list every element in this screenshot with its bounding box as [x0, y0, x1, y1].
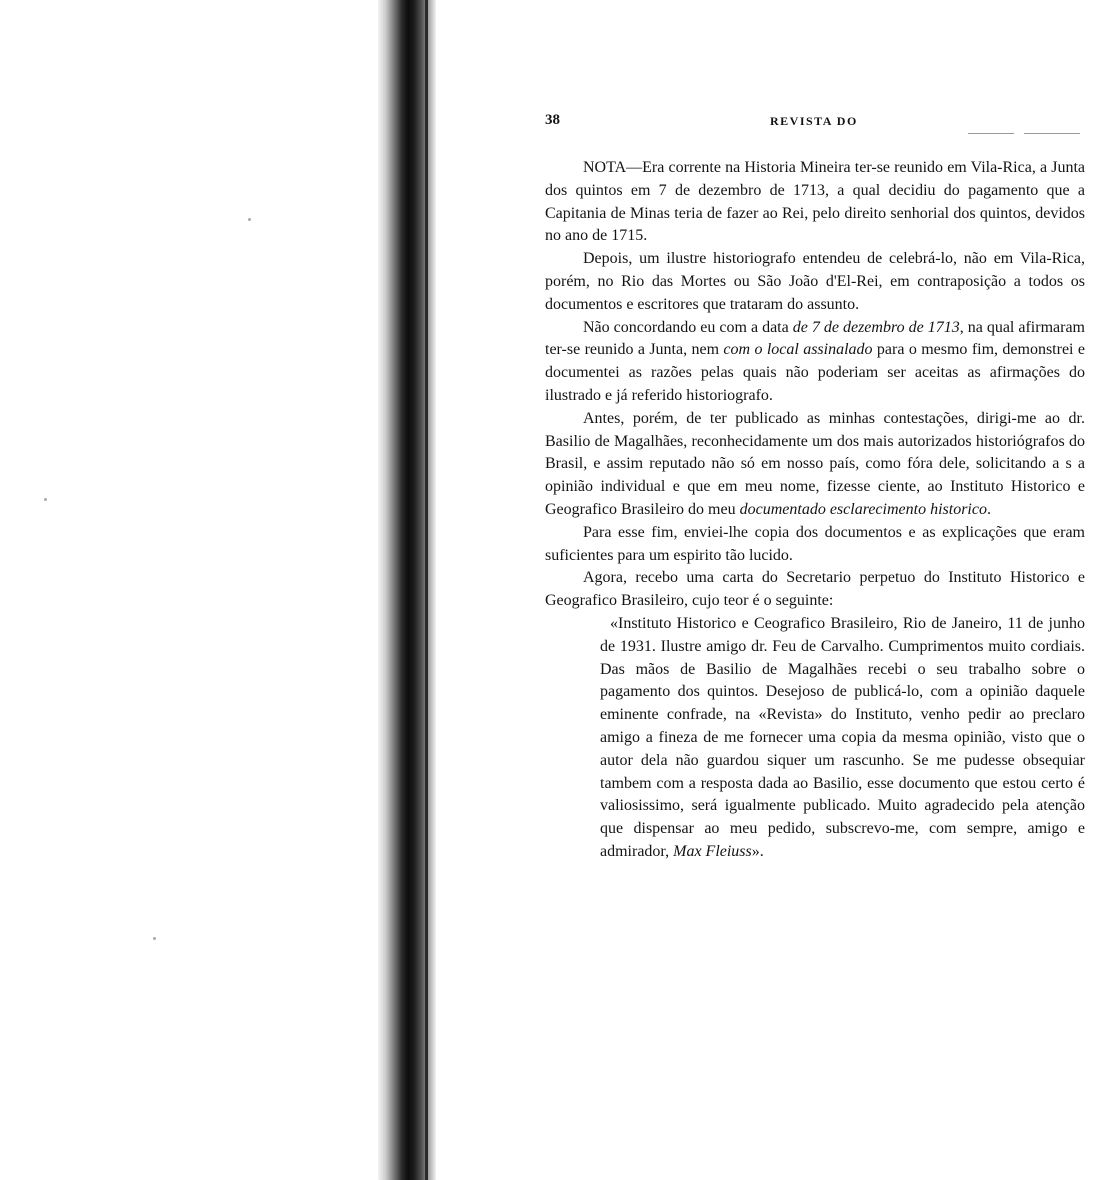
scan-speck — [153, 937, 156, 940]
paragraph: Agora, recebo uma carta do Secretario perpetuo do Instituto Historico e Geografico Brasileiro, cujo teor é o seguinte: — [545, 569, 1085, 610]
italic-location: com o local assinalado — [723, 341, 873, 359]
page-header — [545, 112, 1085, 134]
italic-work-title: documentado esclarecimento historico — [739, 500, 987, 518]
page-body — [545, 157, 1085, 864]
paragraph: Depois, um ilustre historiografo entendeu de celebrá-lo, não em Vila-Rica, porém, no Rio das Mortes ou São João d'El-Rei, em contraposição a todos os documentos e escritores que trataram do assunto. — [545, 250, 1085, 313]
book-spine-line — [425, 0, 428, 1180]
scan-speck — [44, 498, 47, 501]
italic-date: de 7 de dezembro de 1713 — [792, 318, 960, 336]
paragraph: NOTA—Era corrente na Historia Mineira ter-se reunido em Vila-Rica, a Junta dos quintos em 7 de dezembro de 1713, a qual decidiu do pagamento que a Capitania de Minas teria de fazer ao Rei, pelo direito senhorial dos quintos, devidos no ano de 1715. — [545, 159, 1085, 245]
paragraph: Não concordando eu com a data de 7 de dezembro de 1713, na qual afirmaram ter-se reunido a Junta, nem com o local assinalado para o mesmo fim, demonstrei e documentei as razões pelas quais não poderiam ser aceitas as afirmações do ilustrado e já referido historiografo. — [545, 318, 1085, 404]
quoted-letter: «Instituto Historico e Ceografico Brasileiro, Rio de Janeiro, 11 de junho de 1931. Ilustre amigo dr. Feu de Carvalho. Cumprimentos muito cordiais. Das mãos de Basilio de Magalhães recebi o seu trabalho sobre o pagamento dos quintos. Desejoso de publicá-lo, com a opinião daquele eminente confrade, na «Revista» do Instituto, venho pedir ao preclaro amigo a fineza de me fornecer uma copia da mesma opinião, visto que o autor dela não guardou siquer um rascunho. Se me pudesse obsequiar tambem com a resposta dada ao Basilio, esse documento que estou certo é valiosissimo, será igualmente publicado. Muito agradecido pela atenção que dispensar ao meu pedido, subscrevo-me, com sempre, amigo e admirador, Max Fleiuss». — [600, 614, 1085, 860]
header-rule-right — [1024, 133, 1080, 134]
scan-speck — [248, 218, 251, 221]
letter-signature: Max Fleiuss — [673, 842, 752, 860]
paragraph: Para esse fim, enviei-lhe copia dos documentos e as explicações que eram suficientes para um espirito tão lucido. — [545, 523, 1085, 564]
paragraph: Antes, porém, de ter publicado as minhas contestações, dirigi-me ao dr. Basilio de Magalhães, reconhecidamente um dos mais autorizados historiógrafos do Brasil, e assim reputado não só em nosso país, como fóra dele, solicitando a s a opinião individual e que em meu nome, fizesse ciente, ao Instituto Historico e Geografico Brasileiro do meu documentado esclarecimento historico. — [545, 409, 1085, 518]
page-number: 38 — [545, 112, 560, 128]
running-title: REVISTA DO — [770, 114, 858, 128]
header-rule-left — [968, 133, 1014, 134]
